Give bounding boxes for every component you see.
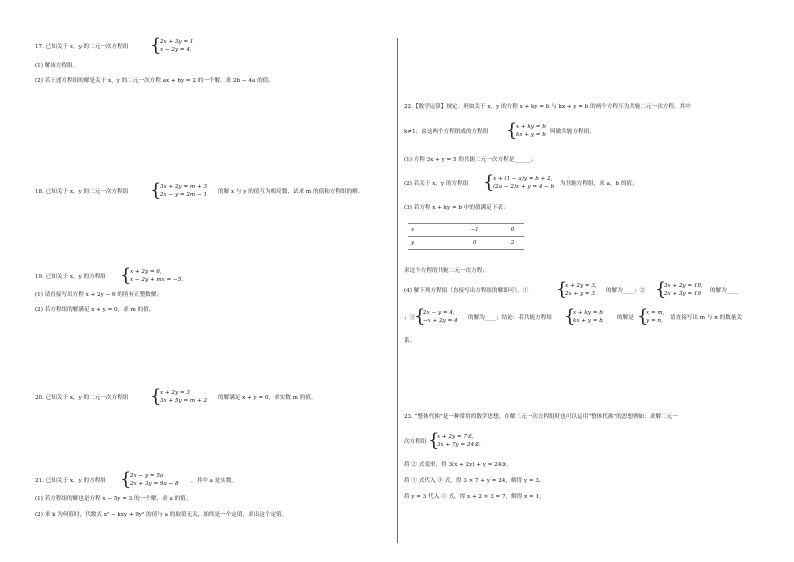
q22-definition: 22.【数学运算】规定：形如关于 x，y 的方程 x + ky = b 与 kx + y = b 的两个方程互为共轭二元一次方程，其中 [404, 104, 691, 110]
q22-part2-ask: 为共轭方程组，求 a，b 的值； [560, 181, 638, 187]
table-row: y 0 2 [408, 237, 524, 250]
q22-brace: { [506, 120, 518, 141]
q22-part4-relation: 请直接写出 m 与 n 的数量关 [670, 315, 742, 321]
q22-part4-system-2: 3x + 2y = 10, 2x + 3y = 10 [664, 283, 703, 297]
q20-stem: 20. 已知关于 x，y 的二元一次方程组 [35, 395, 129, 401]
q23-intro-cont: 次方程组 [404, 439, 427, 445]
q22-part3-ask: 求这个方程的共轭二元一次方程； [404, 268, 488, 274]
q19-stem: 19. 已知关于 x，y 的方程组 [35, 274, 106, 280]
q22-part4-item3: ；③ [404, 315, 416, 321]
q22-part4-answer-2: 的解为____ [710, 288, 738, 294]
q17-brace: { [150, 35, 162, 56]
q22-part3: (3) 若方程 x + ky = b 中的值满足下表： [404, 205, 509, 211]
q19-system: x + 2y = 6, x − 2y + mx = −5. [130, 269, 184, 283]
q23-system: x + 2y = 7①, 3x + 7y = 24②. [437, 434, 481, 448]
q22-part4-system-5: x = m, y = n, [646, 310, 665, 324]
q23-step3: 将 y = 3 代入 ① 式，得 x + 2 × 3 = 7，解得 x = 1， [404, 494, 545, 500]
q21-part2: (2) 求 k 为何值时，代数式 x² − kxy + 9y² 的值与 a 的取值无关，始终是一个定值，求出这个定值。 [35, 512, 288, 518]
q22-definition-cont: k≠1；由这两个方程组成的方程组 [404, 129, 489, 135]
q23-brace: { [428, 430, 440, 451]
q22-part4-brace-3: { [414, 306, 426, 327]
q21-stem: 21. 已知关于 x，y 的方程组 [35, 478, 106, 484]
q19-part1: (1) 请直接写出方程 x + 2y − 6 的所有正整数解； [35, 292, 163, 298]
q22-part4-answer-1: 的解为____；② [606, 288, 646, 294]
q18-stem: 18. 已知关于 x，y 的二元一次方程组 [35, 189, 129, 195]
q22-part4-brace-2: { [655, 279, 667, 300]
q23-step1: 将 ② 式变形，得 3(x + 2y) + y = 24③， [404, 462, 512, 468]
q21-system: 2x − y = 5a 2x + 3y = 9a − 8 [130, 473, 179, 487]
q20-ask: 的解满足 x + y = 0，求实数 m 的值。 [218, 395, 317, 401]
q23-intro: 23. “整体代换”是一种常用的数学思想，在解二元一次方程组时也可以运用“整体代换”的思想例如：求解二元一 [404, 414, 678, 420]
q21-condition: ，其中 a 是实数。 [191, 478, 238, 484]
table-row: x −1 0 [408, 224, 524, 237]
q21-brace: { [120, 469, 132, 490]
q18-system: 3x + 2y = m + 3 2x − y = 2m − 1 [160, 184, 208, 198]
q22-part2: (2) 若关于 x，y 的方程组 [404, 181, 469, 187]
q22-part4-end: 系。 [404, 338, 416, 344]
q18-ask: 的解 x 与 y 的值互为相反数，试求 m 的值和方程组的解。 [218, 189, 364, 195]
q19-part2: (2) 若方程组的解满足 x + y = 0，求 m 的值。 [35, 307, 155, 313]
q20-brace: { [150, 386, 162, 407]
q23-step2: 将 ① 式代入 ③ 式，得 3 × 7 + y = 24，解得 y = 3， [404, 478, 545, 484]
q22-part4-brace-4: { [564, 306, 576, 327]
q17-part2: (2) 若上述方程组的解是关于 x，y 的二元一次方程 ax + by = 2 的一个解，求 2b − 4a 的值。 [35, 78, 274, 84]
q22-part4-system-1: x + 2y = 3, 2x + y = 3 [565, 283, 597, 297]
q22-part4-system-3: 2x − y = 4, −x + 2y = 4 [423, 310, 458, 324]
q22-conjugate-system: x + ky = b kx + y = b [516, 124, 546, 138]
q18-brace: { [150, 180, 162, 201]
q21-part1: (1) 若方程组的解也是方程 x − 5y = 3 的一个解，求 a 的值； [35, 496, 192, 502]
q22-definition-end: 叫做共轭方程组。 [550, 129, 595, 135]
column-divider [397, 38, 398, 543]
q22-part4-conclusion: 的解为____；结论：若共轭方程组 [468, 315, 552, 321]
q22-part4-system-4: x + ky = b kx + y = b [573, 310, 603, 324]
q22-part2-brace: { [483, 172, 495, 193]
q22-part4-brace-5: { [637, 306, 649, 327]
q17-part1: (1) 解该方程组。 [35, 63, 79, 69]
q22-value-table [408, 223, 524, 250]
q17-stem: 17. 已知关于 x，y 的二元一次方程组 [35, 44, 129, 50]
q22-part4-brace-1: { [556, 279, 568, 300]
q22-part4-solution-label: 的解是 [617, 315, 634, 321]
q22-part4: (4) 解下列方程组（直接写出方程组的解即可），① [404, 288, 529, 294]
q19-brace: { [120, 265, 132, 286]
q22-part1: (1) 方程 3x + y = 5 的共轭二元一次方程是______； [404, 157, 537, 163]
q17-system: 2x + 3y = 1 x − 2y = 4. [160, 39, 194, 53]
q22-part2-system: x + (1 − a)y = b + 2, (2a − 2)x + y = 4 − b [493, 176, 555, 190]
q20-system: x + 2y = 3 3x + 5y = m + 2 [160, 390, 208, 404]
